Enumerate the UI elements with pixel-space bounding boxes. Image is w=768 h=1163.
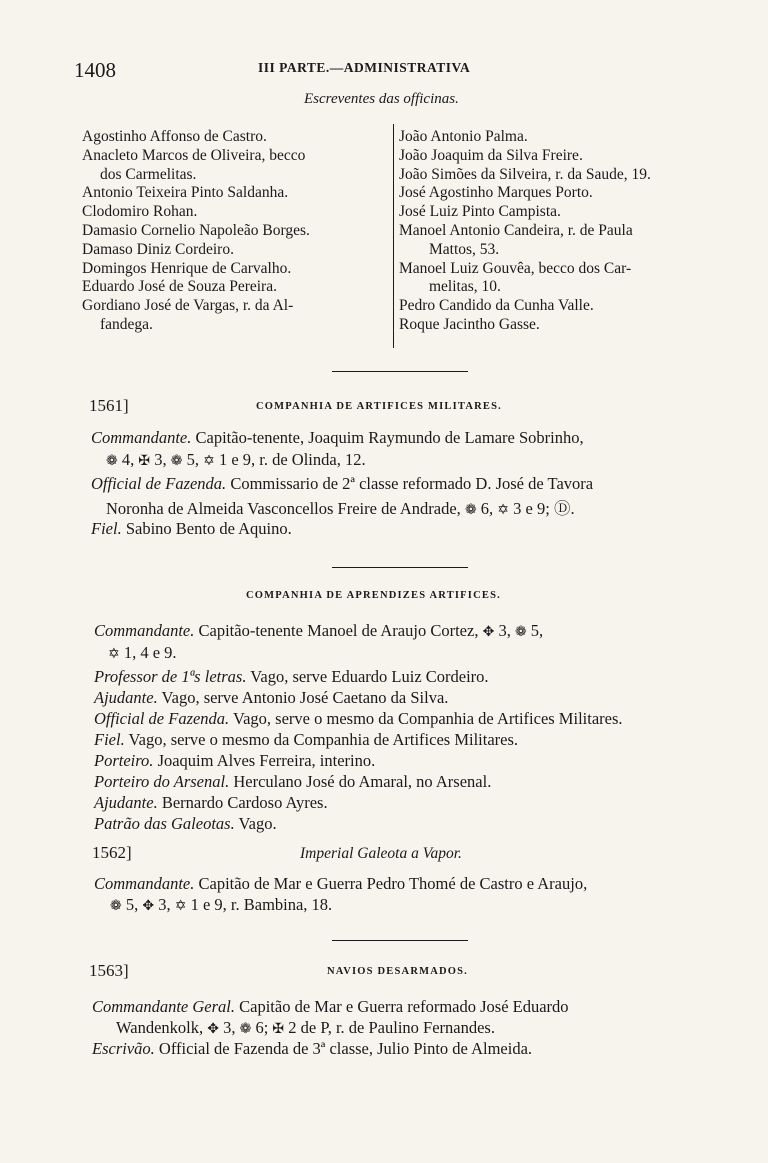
star-icon: ✡ xyxy=(203,453,215,469)
list-item: Manoel Luiz Gouvêa, becco dos Car- xyxy=(399,259,632,277)
list-item: Clodomiro Rohan. xyxy=(82,203,198,221)
list-item: José Luiz Pinto Campista. xyxy=(399,203,561,221)
list-item: melitas, 10. xyxy=(429,278,501,296)
staff-entry: Ajudante. Vago, serve Antonio José Caetano da Silva. xyxy=(94,688,449,707)
list-item: Damasio Cornelio Napoleão Borges. xyxy=(82,221,310,239)
section-number: 1563] xyxy=(89,961,129,980)
list-item: Domingos Henrique de Carvalho. xyxy=(82,259,292,277)
section-title: Imperial Galeota a Vapor. xyxy=(300,845,462,862)
list-item: Antonio Teixeira Pinto Saldanha. xyxy=(82,184,289,202)
list-item: Roque Jacintho Gasse. xyxy=(399,315,540,333)
section-title: NAVIOS DESARMADOS. xyxy=(327,966,469,977)
column-divider xyxy=(393,124,394,348)
list-item: fandega. xyxy=(100,315,153,333)
list-item: Eduardo José de Souza Pereira. xyxy=(82,278,277,296)
list-item: Manoel Antonio Candeira, r. de Paula xyxy=(399,221,633,239)
rose-icon: ✥ xyxy=(142,898,155,914)
list-item: Mattos, 53. xyxy=(429,240,500,258)
star-icon: ✡ xyxy=(108,646,120,662)
commandante-entry-cont: Wandenkolk, ✥ 3, ❁ 6; ✠ 2 de P, r. de Paulino Fernandes. xyxy=(116,1018,495,1037)
staff-entry: Fiel. Vago, serve o mesmo da Companhia de Artifices Militares. xyxy=(94,730,519,749)
rose-icon: ❁ xyxy=(514,624,527,640)
rose-icon: ❁ xyxy=(110,898,122,914)
commandante-entry-cont: ❁ 4, ✠ 3, ❁ 5, ✡ 1 e 9, r. de Olinda, 12. xyxy=(106,450,366,469)
staff-entry: Ajudante. Bernardo Cardoso Ayres. xyxy=(94,793,328,812)
escreventes-right-column xyxy=(399,128,651,335)
list-item: João Simões da Silveira, r. da Saude, 19. xyxy=(399,165,651,183)
section-number: 1562] xyxy=(92,843,132,862)
section-title: COMPANHIA DE APRENDIZES ARTIFICES. xyxy=(246,590,501,601)
rose-icon: ✥ xyxy=(207,1021,219,1037)
list-item: Agostinho Affonso de Castro. xyxy=(82,128,267,145)
list-item: João Antonio Palma. xyxy=(399,128,528,145)
section-rule xyxy=(332,567,468,568)
page-number: 1408 xyxy=(74,58,116,82)
cross-icon: ✠ xyxy=(138,453,151,469)
escreventes-left-column xyxy=(82,128,310,335)
rose-icon: ✥ xyxy=(482,624,495,640)
commandante-entry-cont: ✡ 1, 4 e 9. xyxy=(108,643,177,662)
section-number: 1561] xyxy=(89,396,129,415)
list-item: Gordiano José de Vargas, r. da Al- xyxy=(82,297,294,315)
list-item: Pedro Candido da Cunha Valle. xyxy=(399,297,594,315)
running-head: III PARTE.—ADMINISTRATIVA xyxy=(258,60,471,75)
rose-icon: ❁ xyxy=(170,453,183,469)
section-title: COMPANHIA DE ARTIFICES MILITARES. xyxy=(256,401,502,412)
commandante-entry: Commandante. Capitão de Mar e Guerra Pedro Thomé de Castro e Araujo, xyxy=(94,874,588,893)
rose-icon: ❁ xyxy=(106,453,118,469)
list-item: dos Carmelitas. xyxy=(100,165,197,183)
commandante-entry-cont: ❁ 5, ✥ 3, ✡ 1 e 9, r. Bambina, 18. xyxy=(110,895,333,914)
list-item: José Agostinho Marques Porto. xyxy=(399,184,593,202)
official-entry-cont: Noronha de Almeida Vasconcellos Freire de Andrade, ❁ 6, ✡ 3 e 9; Ⓓ. xyxy=(106,499,575,518)
list-item: Damaso Diniz Cordeiro. xyxy=(82,240,234,258)
commandante-entry: Commandante. Capitão-tenente, Joaquim Raymundo de Lamare Sobrinho, xyxy=(91,428,584,447)
staff-entry: Patrão das Galeotas. Vago. xyxy=(94,814,277,833)
commandante-entry: Commandante Geral. Capitão de Mar e Guerra reformado José Eduardo xyxy=(92,997,569,1016)
section-rule xyxy=(332,371,468,372)
section-rule xyxy=(332,940,468,941)
official-entry: Official de Fazenda. Commissario de 2ª classe reformado D. José de Tavora xyxy=(91,474,594,493)
list-item: Anacleto Marcos de Oliveira, becco xyxy=(82,146,306,164)
staff-entry: Official de Fazenda. Vago, serve o mesmo da Companhia de Artifices Militares. xyxy=(94,709,623,728)
staff-entry: Porteiro do Arsenal. Herculano José do Amaral, no Arsenal. xyxy=(94,772,492,791)
cross-icon: ✠ xyxy=(272,1021,285,1037)
fiel-entry: Fiel. Sabino Bento de Aquino. xyxy=(91,519,292,538)
list-item: João Joaquim da Silva Freire. xyxy=(399,146,583,164)
star-icon: ✡ xyxy=(497,502,510,518)
star-icon: ✡ xyxy=(174,898,187,914)
staff-entry: Professor de 1ªs letras. Vago, serve Eduardo Luiz Cordeiro. xyxy=(94,667,489,686)
subheading: Escreventes das officinas. xyxy=(304,91,459,107)
staff-entry: Porteiro. Joaquim Alves Ferreira, interino. xyxy=(94,751,376,770)
rose-icon: ❁ xyxy=(239,1021,252,1037)
commandante-entry: Commandante. Capitão-tenente Manoel de Araujo Cortez, ✥ 3, ❁ 5, xyxy=(94,621,544,640)
rose-icon: ❁ xyxy=(464,502,477,518)
escrivao-entry: Escrivão. Official de Fazenda de 3ª classe, Julio Pinto de Almeida. xyxy=(92,1039,533,1058)
